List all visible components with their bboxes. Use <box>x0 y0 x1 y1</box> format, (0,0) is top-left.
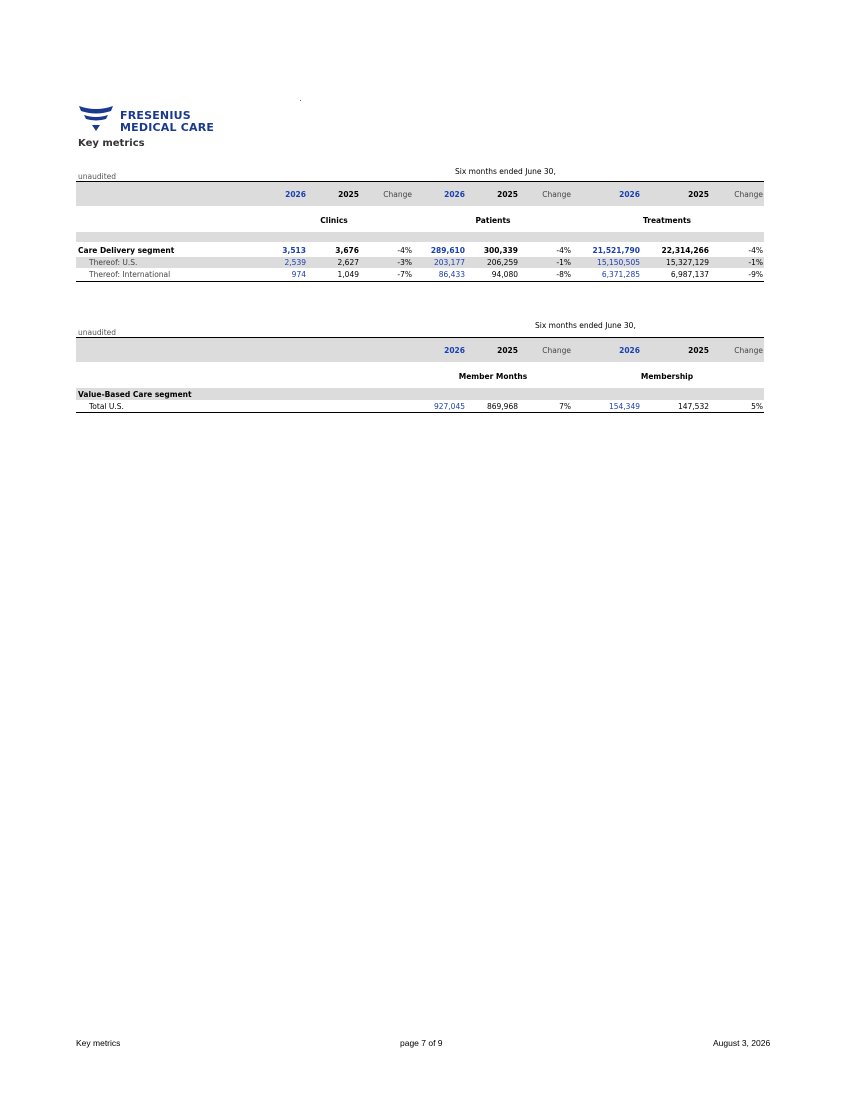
t1-cell: 974 <box>291 270 306 279</box>
t2-row-label: Total U.S. <box>89 402 124 411</box>
t1-h-patients-2026: 2026 <box>444 190 465 199</box>
t1-cell: -8% <box>556 270 571 279</box>
t1-h-treatments-2026: 2026 <box>619 190 640 199</box>
t2-h-mm-change: Change <box>542 346 571 355</box>
t1-group-clinics: Clinics <box>320 216 348 225</box>
table2-caption: Six months ended June 30, <box>535 321 636 330</box>
t1-cell: 3,676 <box>335 246 359 255</box>
t1-cell: 300,339 <box>483 246 518 255</box>
t1-cell: 22,314,266 <box>661 246 709 255</box>
t1-group-patients: Patients <box>475 216 511 225</box>
logo-wordmark <box>120 110 214 134</box>
footer-left: Key metrics <box>76 1038 121 1048</box>
t1-cell: -9% <box>748 270 763 279</box>
t1-cell: -4% <box>397 246 412 255</box>
footer-date: August 3, 2026 <box>713 1038 771 1048</box>
t2-h-mm-2025: 2025 <box>497 346 518 355</box>
t1-cell: 15,150,505 <box>597 258 640 267</box>
t2-cell: 869,968 <box>486 402 518 411</box>
t1-cell: 15,327,129 <box>666 258 709 267</box>
footer-page-number: page 7 of 9 <box>400 1038 443 1048</box>
t1-h-patients-change: Change <box>542 190 571 199</box>
t2-cell: 147,532 <box>677 402 709 411</box>
t2-cell: 5% <box>751 402 763 411</box>
t1-row-label: Care Delivery segment <box>78 246 175 255</box>
t1-row-label: Thereof: U.S. <box>89 258 138 267</box>
t1-cell: 206,259 <box>486 258 518 267</box>
t1-h-clinics-2026: 2026 <box>285 190 306 199</box>
stray-dot <box>300 100 301 101</box>
t1-cell: 2,539 <box>284 258 306 267</box>
t1-cell: -1% <box>556 258 571 267</box>
t2-h-ms-2025: 2025 <box>688 346 709 355</box>
t1-cell: 2,627 <box>337 258 359 267</box>
fresenius-logo-icon <box>78 104 114 134</box>
t1-cell: 86,433 <box>438 270 465 279</box>
t1-cell: -4% <box>748 246 763 255</box>
t1-h-patients-2025: 2025 <box>497 190 518 199</box>
t1-cell: 94,080 <box>491 270 518 279</box>
t2-group-membership: Membership <box>640 372 694 381</box>
t1-cell: -4% <box>556 246 571 255</box>
t2-cell: 927,045 <box>433 402 465 411</box>
t1-h-treatments-2025: 2025 <box>688 190 709 199</box>
t1-cell: -1% <box>748 258 763 267</box>
table1-bottom-rule <box>76 281 764 282</box>
t1-cell: 21,521,790 <box>592 246 640 255</box>
t2-cell: 154,349 <box>608 402 640 411</box>
t2-h-ms-2026: 2026 <box>619 346 640 355</box>
t1-cell: 1,049 <box>337 270 359 279</box>
t1-row-label: Thereof: International <box>89 270 171 279</box>
table2-bottom-rule <box>76 412 764 413</box>
t2-h-mm-2026: 2026 <box>444 346 465 355</box>
logo-line-1: FRESENIUS <box>120 109 191 122</box>
t1-h-treatments-change: Change <box>734 190 763 199</box>
t1-h-clinics-change: Change <box>383 190 412 199</box>
t2-group-member-months: Member Months <box>458 372 528 381</box>
t1-group-treatments: Treatments <box>642 216 691 225</box>
t2-section-label: Value-Based Care segment <box>78 390 192 399</box>
table1-unaudited-note: unaudited <box>78 172 117 181</box>
t1-cell: 203,177 <box>433 258 465 267</box>
logo-line-2: MEDICAL CARE <box>120 121 215 134</box>
t1-h-clinics-2025: 2025 <box>338 190 359 199</box>
page-title: Key metrics <box>78 138 145 149</box>
t1-cell: 6,987,137 <box>670 270 709 279</box>
t1-cell: 6,371,285 <box>601 270 640 279</box>
t2-h-ms-change: Change <box>734 346 763 355</box>
table2-unaudited-note: unaudited <box>78 328 117 337</box>
t1-cell: 3,513 <box>282 246 306 255</box>
t1-spacer-band <box>76 232 764 242</box>
t1-cell: 289,610 <box>430 246 465 255</box>
t2-cell: 7% <box>559 402 571 411</box>
t1-cell: -3% <box>397 258 412 267</box>
table1-caption: Six months ended June 30, <box>455 167 556 176</box>
t1-cell: -7% <box>397 270 412 279</box>
